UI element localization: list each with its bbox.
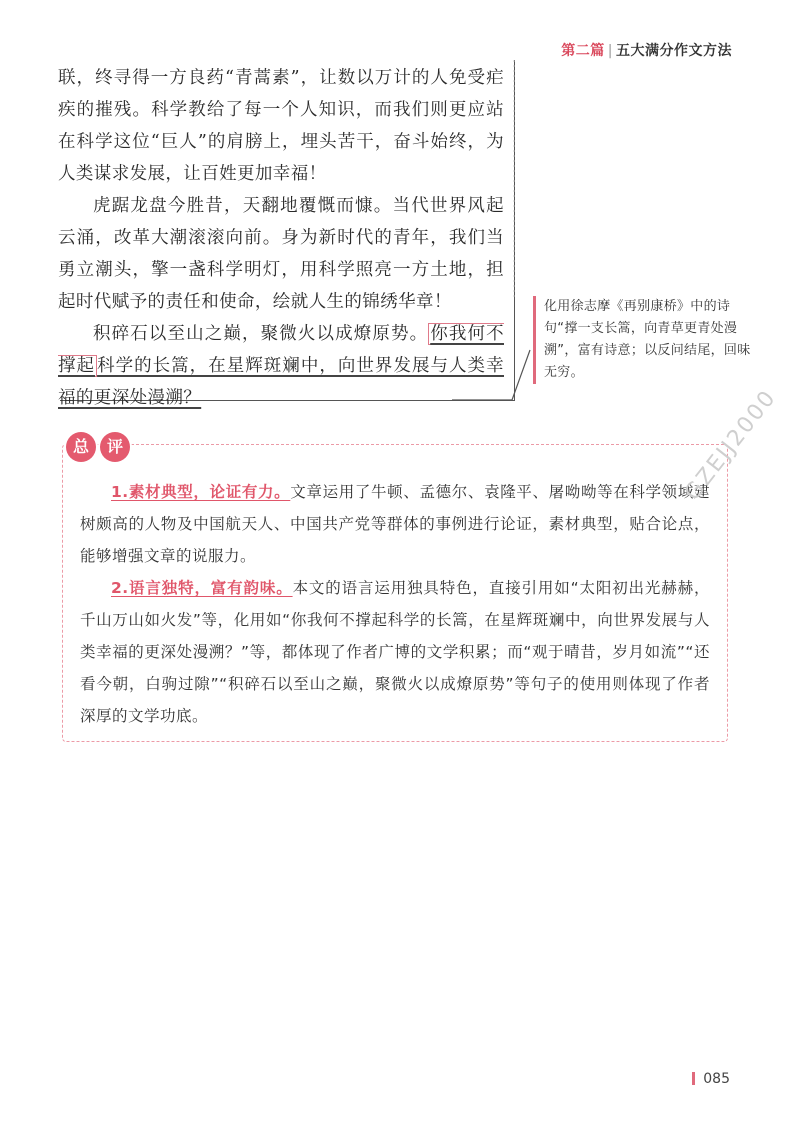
review-tag-char-2: 评 [100, 432, 130, 462]
part-label: 第二篇 [561, 43, 605, 59]
page-number-marker [692, 1072, 695, 1085]
essay-body [58, 62, 504, 414]
highlighted-phrase: 你我何不撑起 [58, 324, 504, 376]
review-point-1-title: 1.素材典型，论证有力。 [111, 483, 291, 501]
running-header [561, 40, 732, 60]
watermark: GZEJJ2000 [680, 385, 782, 506]
margin-annotation: 化用徐志摩《再别康桥》中的诗句“撑一支长篙，向青草更青处漫溯”，富有诗意；以反问结尾，回味无穷。 [533, 296, 751, 384]
review-point-1 [80, 476, 710, 572]
page-number [692, 1071, 730, 1087]
review-body [80, 476, 710, 732]
header-separator: | [607, 43, 613, 59]
essay-paragraph-3 [58, 318, 504, 414]
review-tag [66, 432, 136, 462]
review-point-2 [80, 572, 710, 732]
essay-paragraph-1: 联，终寻得一方良药“青蒿素”，让数以万计的人免受疟疾的摧残。科学教给了每一个人知识，而我们则更应站在科学这位“巨人”的肩膀上，埋头苦干，奋斗始终，为人类谋求发展，让百姓更加幸福！ [58, 68, 504, 184]
review-tag-char-1: 总 [66, 432, 96, 462]
essay-conclusion-lead: 积碎石以至山之巅，聚微火以成燎原势。 [93, 324, 429, 344]
review-point-1-text: 文章运用了牛顿、孟德尔、袁隆平、屠呦呦等在科学领域建树颇高的人物及中国航天人、中国共产党等群体的事例进行论证，素材典型，贴合论点，能够增强文章的说服力。 [80, 483, 710, 565]
section-title: 五大满分作文方法 [616, 43, 732, 59]
review-point-2-text: 本文的语言运用独具特色，直接引用如“太阳初出光赫赫，千山万山如火发”等，化用如“你我何不撑起科学的长篙，在星辉斑斓中，向世界发展与人类幸福的更深处漫溯？”等，都体现了作者广博的文学积累；而“观于晴昔，岁月如流”“还看今朝，白驹过隙”“积碎石以至山之巅，聚微火以成燎原势”等句子的使用则体现了作者深厚的文学功底。 [80, 579, 710, 725]
essay-paragraph-2: 虎踞龙盘今胜昔，天翻地覆慨而慷。当代世界风起云涌，改革大潮滚滚向前。身为新时代的青年，我们当勇立潮头，擎一盏科学明灯，用科学照亮一方土地，担起时代赋予的责任和使命，绘就人生的锦绣华章！ [58, 196, 504, 312]
page-number-value: 085 [703, 1071, 730, 1087]
highlighted-sentence: 科学的长篙，在星辉斑斓中，向世界发展与人类幸福的更深处漫溯？ [58, 356, 504, 408]
review-point-2-title: 2.语言独特，富有韵味。 [111, 579, 293, 597]
